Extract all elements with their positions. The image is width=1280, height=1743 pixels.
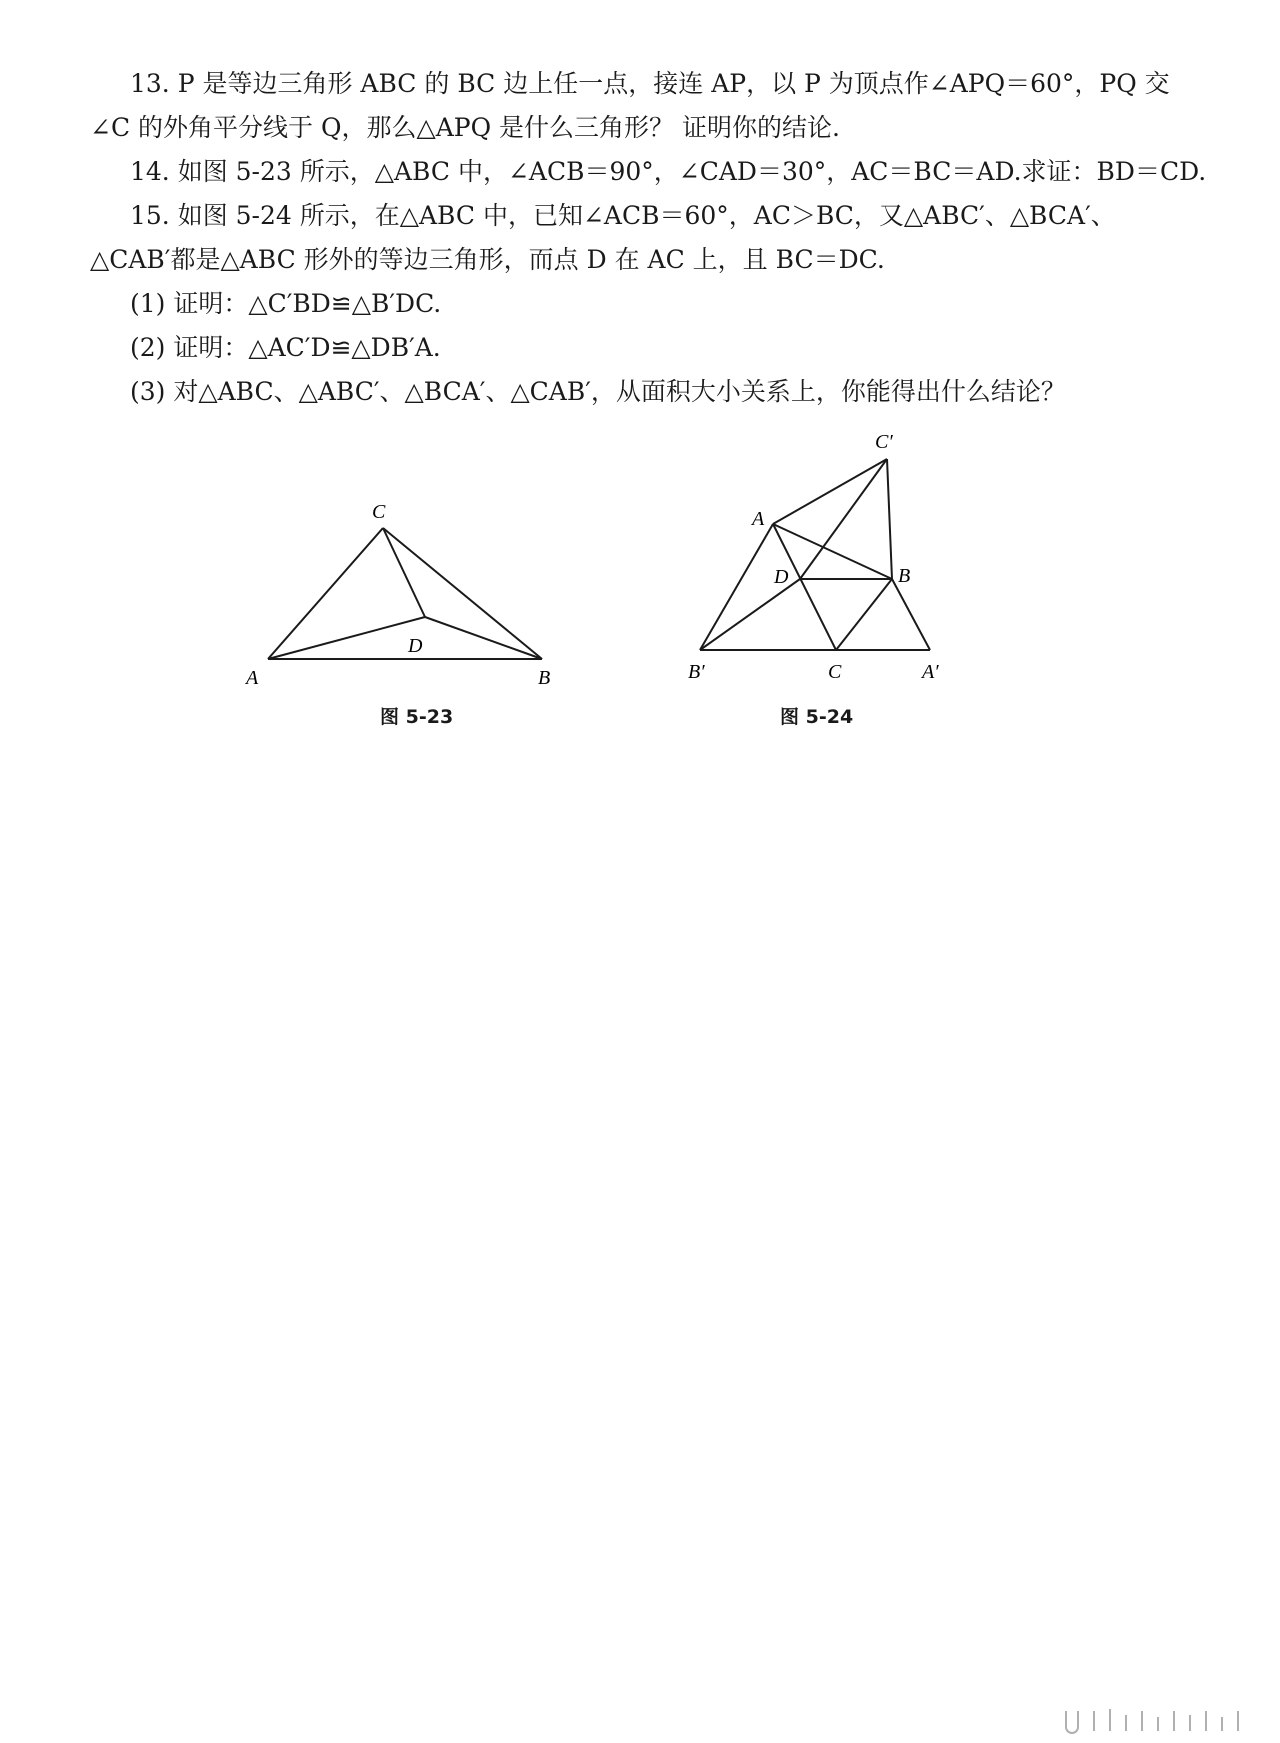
edge-cd — [383, 528, 425, 617]
point-c-label: C — [828, 661, 842, 683]
edge-a-c-prime — [773, 459, 887, 524]
edge-d-b-prime — [700, 579, 800, 650]
problem-15-part-3: (3) 对△ABC、△ABC′、△BCA′、△CAB′，从面积大小关系上，你能得出什么结论？ — [130, 377, 1066, 406]
edge-b-a-prime — [892, 579, 930, 650]
point-a-prime-label: A′ — [922, 661, 939, 683]
edge-a-b — [773, 524, 892, 579]
point-d-label: D — [774, 566, 789, 588]
problem-13-line-2: ∠C 的外角平分线于 Q，那么△APQ 是什么三角形？ 证明你的结论. — [90, 113, 840, 142]
point-b-prime-label: B′ — [688, 661, 705, 683]
edge-bc — [383, 528, 542, 659]
point-a-label: A — [752, 508, 765, 530]
edge-b-c — [836, 579, 892, 650]
edge-c-prime-b — [887, 459, 892, 579]
point-b-label: B — [898, 565, 911, 587]
edge-ad — [268, 617, 425, 659]
problem-15-line-1: 15. 如图 5-24 所示，在△ABC 中，已知∠ACB＝60°，AC＞BC，又△ABC′、△BCA′、 — [130, 201, 1116, 230]
edge-ac — [268, 528, 383, 659]
point-a-label: A — [246, 667, 259, 689]
point-c-prime-label: C′ — [875, 431, 893, 453]
figure-5-24-caption: 图 5-24 — [780, 706, 854, 728]
figure-5-23 — [246, 480, 560, 690]
problem-15-line-2: △CAB′都是△ABC 形外的等边三角形，而点 D 在 AC 上，且 BC＝DC. — [90, 245, 885, 274]
figure-5-24 — [680, 430, 960, 690]
problem-13-line-1: 13. P 是等边三角形 ABC 的 BC 边上任一点，接连 AP，以 P 为顶点作∠APQ＝60°，PQ 交 — [130, 69, 1170, 98]
watermark-logo — [1054, 1705, 1254, 1737]
problem-15-part-2: (2) 证明：△AC′D≌△DB′A. — [130, 333, 441, 362]
problem-15-part-1: (1) 证明：△C′BD≌△B′DC. — [130, 289, 442, 318]
point-c-label: C — [372, 501, 386, 523]
edge-c-prime-d — [800, 459, 887, 579]
edge-bd — [425, 617, 542, 659]
problem-14: 14. 如图 5-23 所示，△ABC 中，∠ACB＝90°，∠CAD＝30°，AC＝BC＝AD.求证：BD＝CD. — [130, 157, 1207, 186]
point-b-label: B — [538, 667, 551, 689]
edge-b-prime-a — [700, 524, 773, 650]
point-d-label: D — [408, 635, 423, 657]
figure-5-23-caption: 图 5-23 — [380, 706, 454, 728]
